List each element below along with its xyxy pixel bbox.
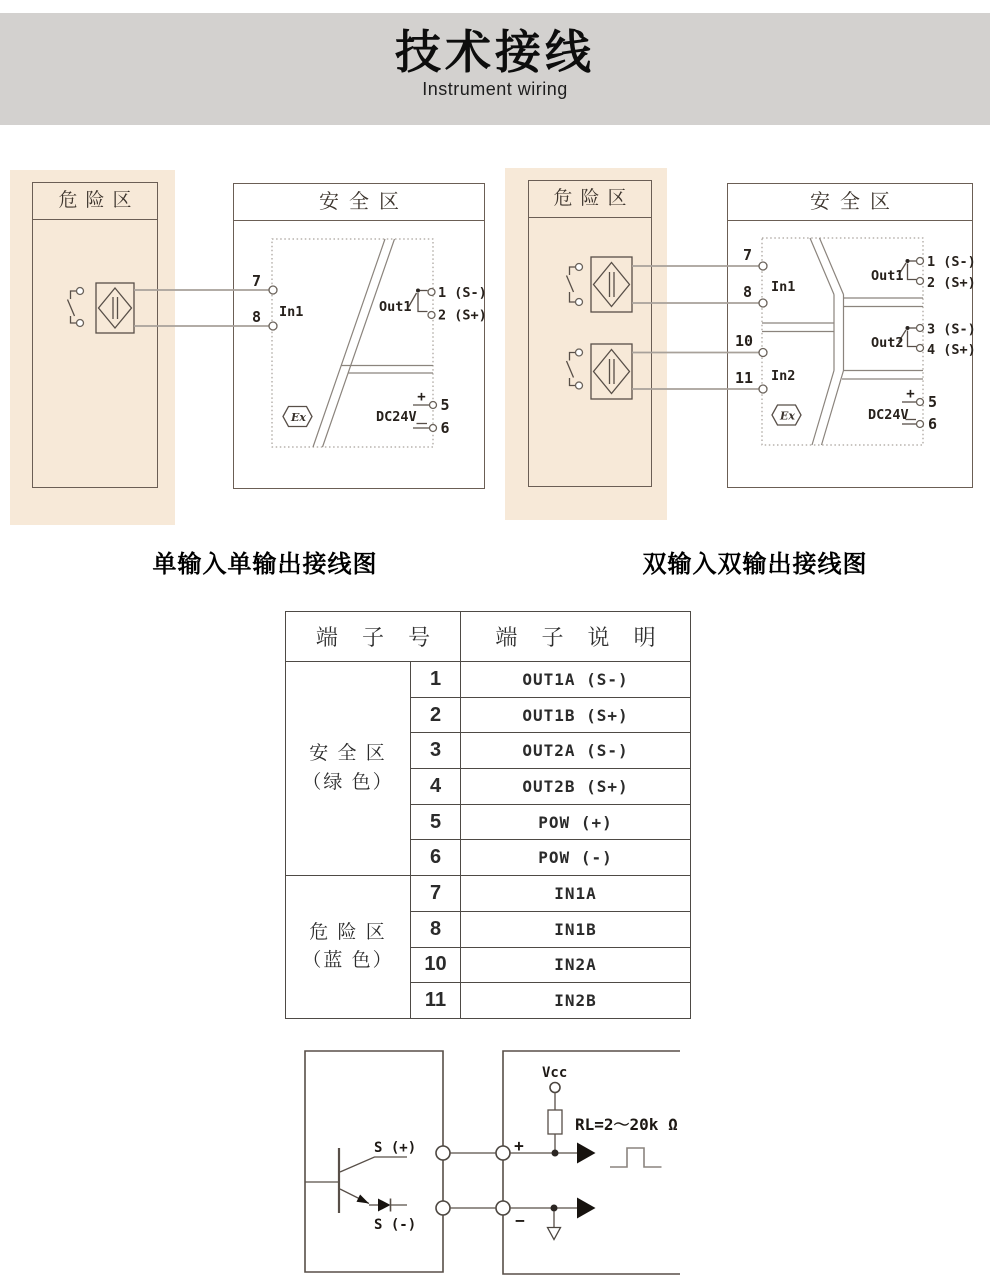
column-header-description: 端 子 说 明 [461,612,691,662]
terminal-description: POW (+) [461,804,691,840]
terminal-number: 10 [411,947,461,983]
single-diagram-caption: 单输入单输出接线图 [152,551,378,578]
terminal-circle [436,1201,450,1215]
terminal-description: OUT2A (S-) [461,733,691,769]
dual-diagram-caption: 双输入双输出接线图 [642,551,868,578]
dual-safe-title: 安全区 [728,184,972,221]
label-out-4s: 4 (S+) [927,342,976,358]
group-label-line2: （蓝 色） [302,950,394,971]
out1-contact-icon [409,289,436,319]
single-hazard-title: 危险区 [33,183,157,220]
switch-contact-icon [567,264,583,306]
terminal-description: OUT2B (S+) [461,769,691,805]
label-terminal-6: 6 [440,419,450,437]
switch-contact-icon [567,349,583,389]
label-dc24v: DC24V [868,407,909,423]
transistor-icon [305,1148,407,1213]
terminal-number: 7 [411,876,461,912]
table-row [286,662,691,698]
dual-hazard-title: 危险区 [529,181,651,218]
table-row [286,876,691,912]
single-safe-title: 安全区 [234,184,484,221]
terminal-number: 8 [411,911,461,947]
label-out-1s: 1 (S-) [927,254,976,270]
switch-contact-icon [68,288,84,327]
proximity-sensor-icon [591,257,632,312]
label-rl: RL=2～20k Ω [575,1115,678,1134]
terminal-10 [759,349,767,357]
label-in2: In2 [771,368,796,384]
pullup-resistor [548,1083,562,1157]
terminal-description: IN1B [461,911,691,947]
label-in1: In1 [771,279,796,295]
label-out2: Out2 [871,335,904,351]
column-header-terminal: 端 子 号 [286,612,461,662]
terminal-circle [436,1146,450,1160]
label-terminal-10: 10 [734,332,753,350]
load-side-box [503,1051,680,1274]
input-wires [134,290,269,326]
label-terminal-11: 11 [734,369,753,387]
label-out-2s: 2 (S+) [927,275,976,291]
pulse-waveform-icon [610,1148,662,1167]
terminal-number: 3 [411,733,461,769]
terminal-circle [496,1146,510,1160]
proximity-sensor-icon [591,344,632,399]
ex-mark-icon [772,405,801,425]
ex-mark-icon [283,407,312,427]
label-out-2s: 2 (S+) [438,307,487,324]
page-subtitle: Instrument wiring [422,78,568,99]
group-safe-zone [286,662,411,876]
proximity-sensor-icon [96,283,134,333]
ex-label: Ex [291,411,306,424]
terminal-8 [759,299,767,307]
group-label-line1: 安 全 区 [309,743,387,765]
label-out1: Out1 [379,299,412,315]
label-terminal-7: 7 [742,246,752,264]
label-terminal-7: 7 [251,272,261,290]
sensor-side-box [305,1051,443,1272]
label-out-3s: 3 (S-) [927,321,976,338]
terminal-7 [759,262,767,270]
terminal-number: 1 [411,662,461,698]
terminal-description: IN1A [461,876,691,912]
label-terminal-6: 6 [928,415,938,433]
dual-diagram [567,238,976,445]
terminal-11 [759,385,767,393]
page-title: 技术接线 [395,26,595,78]
label-terminal-5: 5 [440,396,450,414]
terminal-number: 5 [411,804,461,840]
label-plus: + [417,389,426,405]
group-label-line2: （绿 色） [302,771,394,793]
terminal-circle [496,1201,510,1215]
terminal-description: IN2B [461,983,691,1019]
label-s-plus: S (+) [374,1140,417,1156]
terminal-8 [269,322,277,330]
label-plus: + [514,1136,524,1155]
load-wires [510,1153,577,1208]
group-hazard-zone [286,876,411,1019]
ground-icon [548,1205,561,1240]
terminal-number: 11 [411,983,461,1019]
label-plus: + [906,386,915,402]
output-arrow-icon [577,1198,596,1219]
label-minus: − [515,1211,525,1230]
terminal-number: 4 [411,769,461,805]
terminal-description: IN2A [461,947,691,983]
label-out-1s: 1 (S-) [438,285,487,301]
terminal-number: 2 [411,697,461,733]
terminal-table [285,611,691,1019]
label-terminal-5: 5 [928,393,938,411]
output-arrow-icon [577,1143,596,1164]
link-wires [450,1153,496,1208]
label-in1: In1 [279,304,304,320]
terminal-description: POW (-) [461,840,691,876]
io-circuit-diagram [305,1051,680,1274]
terminal-description: OUT1B (S+) [461,697,691,733]
terminal-number: 6 [411,840,461,876]
ex-label: Ex [780,409,795,423]
label-terminal-8: 8 [251,308,261,326]
terminal-description: OUT1A (S-) [461,662,691,698]
label-out1: Out1 [871,268,904,284]
group-label-line1: 危 险 区 [309,921,387,943]
terminal-7 [269,286,277,294]
single-diagram [68,239,487,447]
label-dc24v: DC24V [376,409,417,425]
table-header-row [286,612,691,662]
label-s-minus: S (-) [374,1217,417,1233]
label-vcc: Vcc [542,1065,568,1081]
label-terminal-8: 8 [742,283,752,301]
